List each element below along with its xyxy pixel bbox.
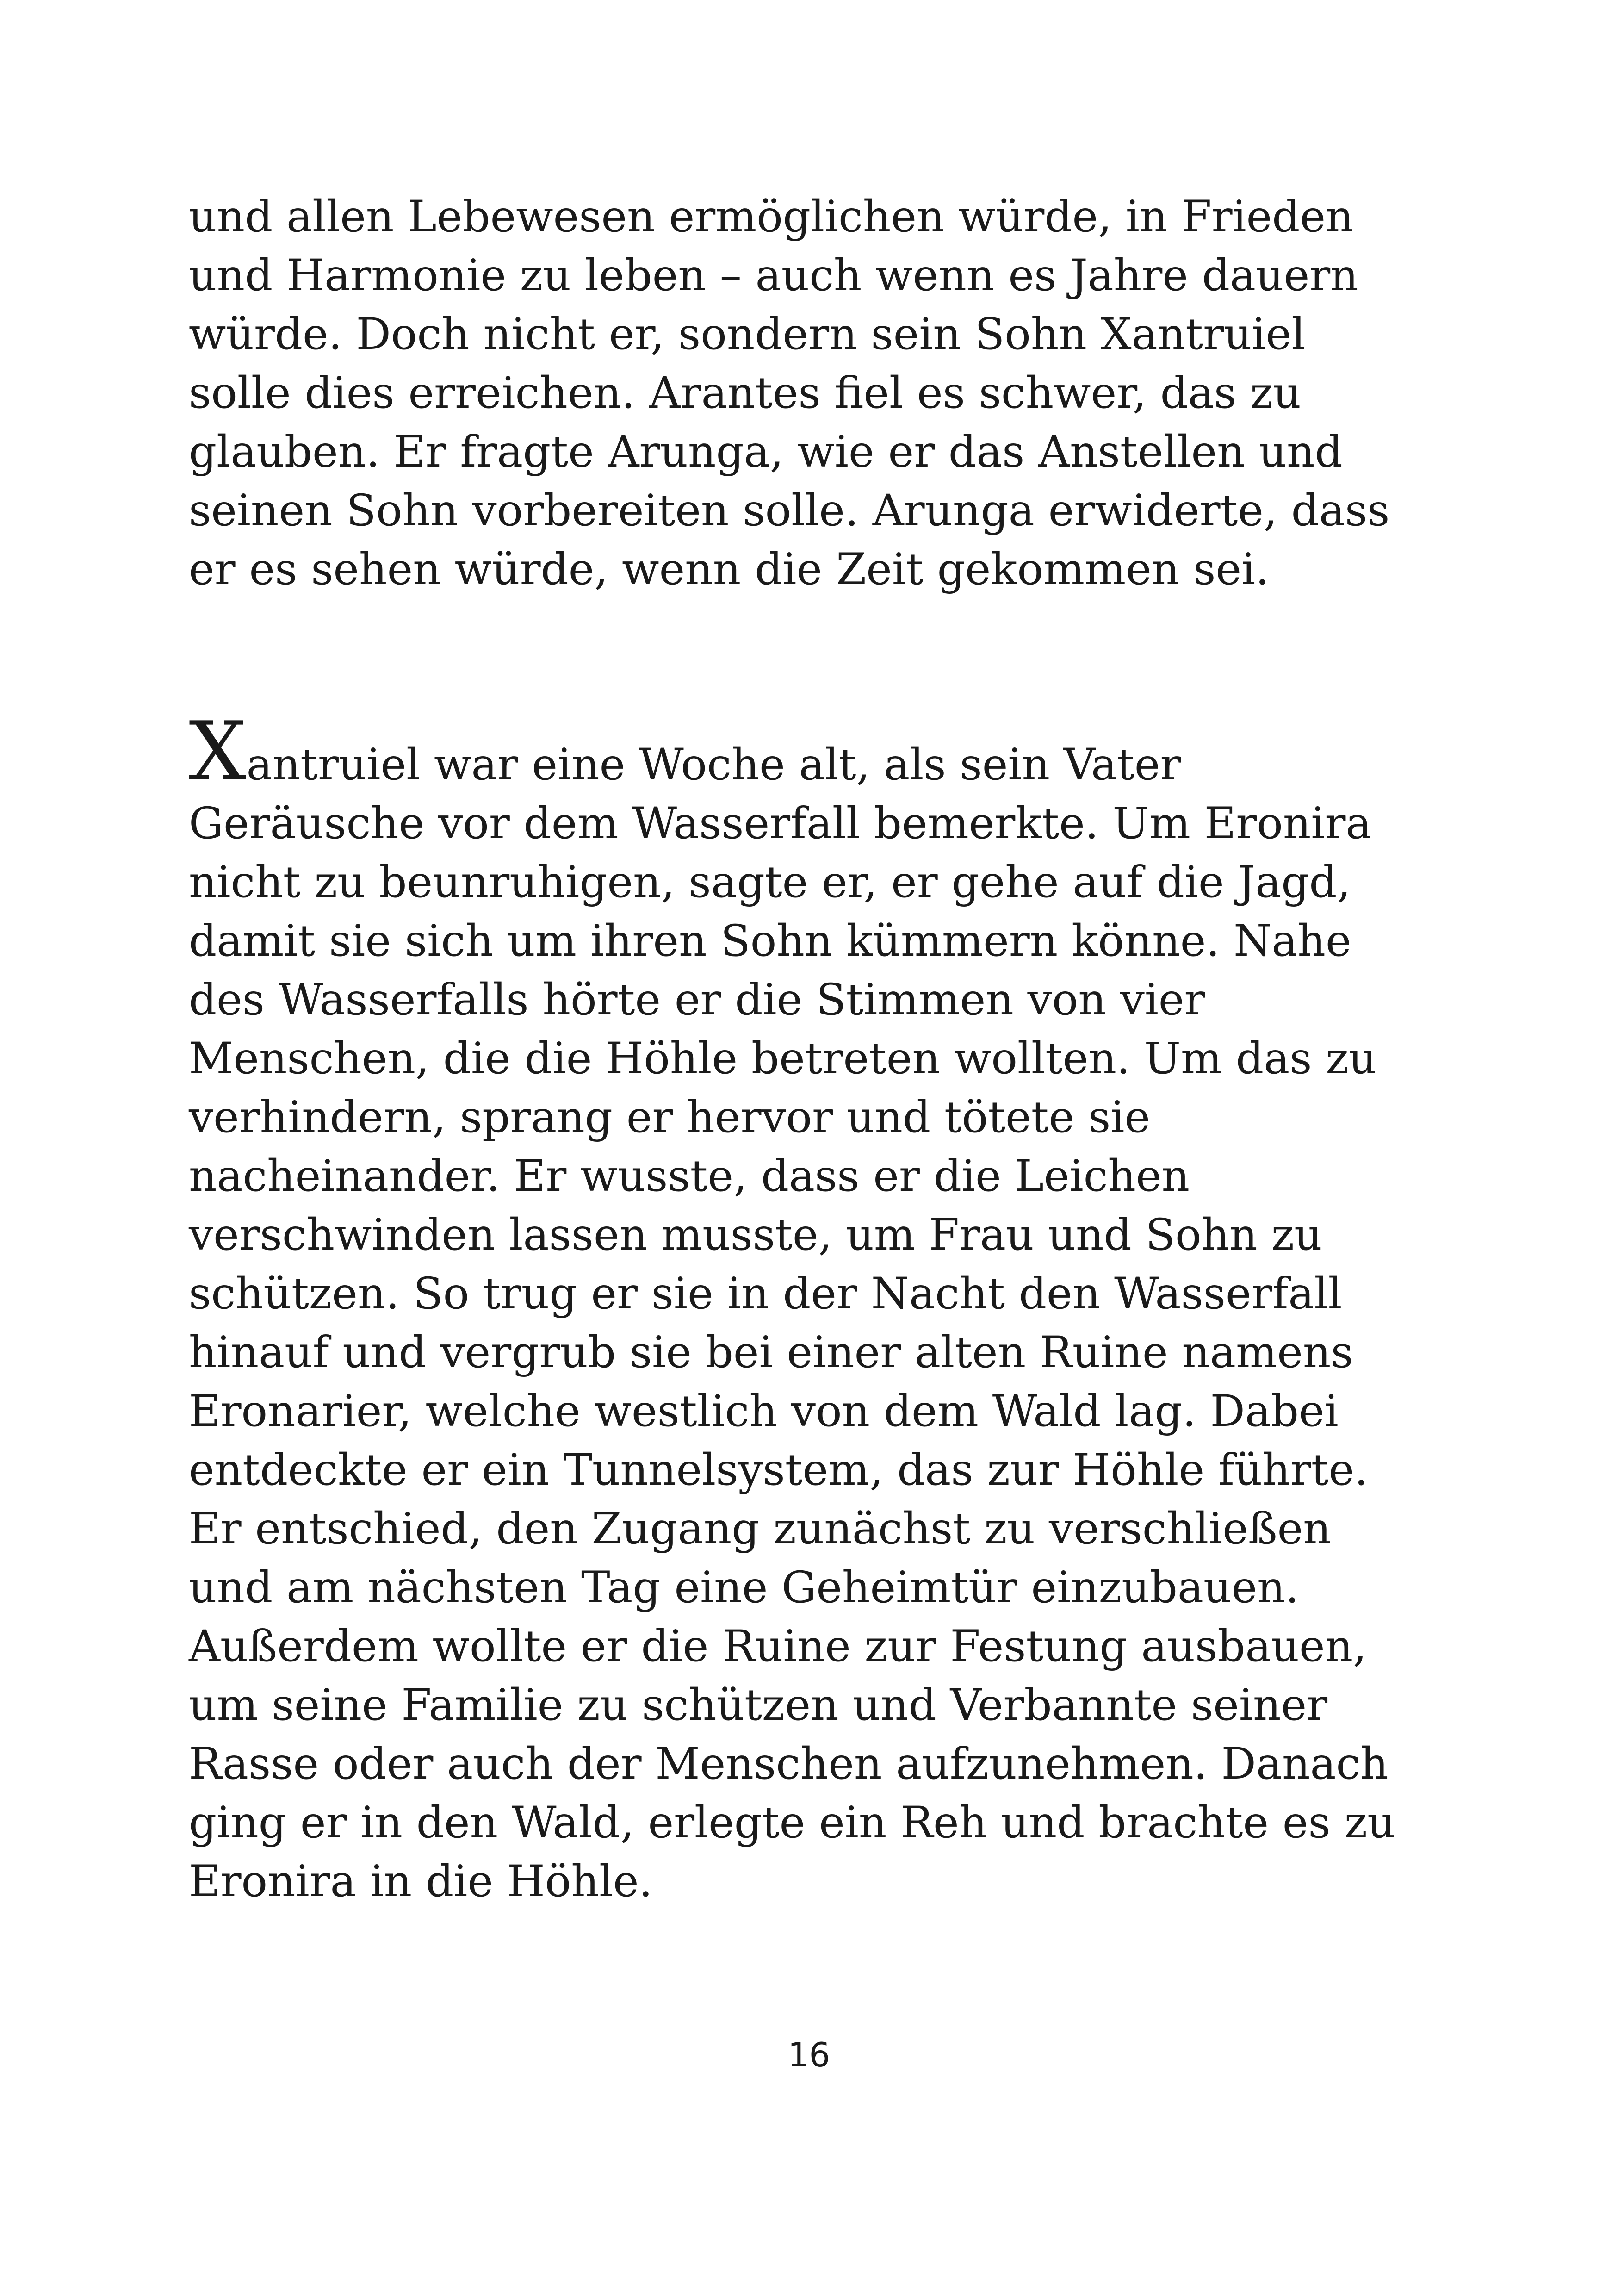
text-line: nicht zu beunruhigen, sagte er, er gehe auf die Jagd, [189,857,1351,908]
text-line: er es sehen würde, wenn die Zeit gekommen sei. [189,544,1270,595]
text-line: Er entschied, den Zugang zunächst zu verschließen [189,1504,1331,1554]
text-line: Eronira in die Höhle. [189,1856,653,1907]
text-line: und Harmonie zu leben – auch wenn es Jahre dauern [189,250,1358,301]
first-line [189,705,1457,799]
text-line: Rasse oder auch der Menschen aufzunehmen. Danach [189,1739,1389,1789]
page-number: 16 [787,2035,831,2074]
paragraph-2 [189,705,1457,1911]
text-line: damit sie sich um ihren Sohn kümmern könne. Nahe [189,916,1351,966]
text-line: würde. Doch nicht er, sondern sein Sohn Xantruiel [189,309,1306,360]
text-line: entdeckte er ein Tunnelsystem, das zur Höhle führte. [189,1445,1369,1495]
paragraph-1 [189,187,1457,599]
text-line: Menschen, die die Höhle betreten wollten. Um das zu [189,1033,1377,1084]
text-line: und allen Lebewesen ermöglichen würde, in Frieden [189,192,1354,242]
text-line: verhindern, sprang er hervor und tötete sie [189,1092,1151,1143]
text-line: glauben. Er fragte Arunga, wie er das Anstellen und [189,427,1343,477]
text-line: Geräusche vor dem Wasserfall bemerkte. Um Eronira [189,798,1372,849]
text-line: Außerdem wollte er die Ruine zur Festung ausbauen, [189,1621,1367,1672]
text-line: hinauf und vergrub sie bei einer alten Ruine namens [189,1327,1353,1378]
text-line: verschwinden lassen musste, um Frau und Sohn zu [189,1210,1322,1260]
first-line-text: antruiel war eine Woche alt, als sein Vater [246,740,1181,790]
text-line: seinen Sohn vorbereiten solle. Arunga erwiderte, dass [189,485,1390,536]
text-line: ging er in den Wald, erlegte ein Reh und brachte es zu [189,1798,1395,1848]
drop-cap: X [189,705,247,799]
text-line: und am nächsten Tag eine Geheimtür einzubauen. [189,1562,1299,1613]
text-line: um seine Familie zu schützen und Verbannte seiner [189,1680,1328,1730]
text-line: Eronarier, welche westlich von dem Wald lag. Dabei [189,1386,1339,1437]
text-line: des Wasserfalls hörte er die Stimmen von vier [189,975,1205,1025]
text-line: schützen. So trug er sie in der Nacht den Wasserfall [189,1269,1342,1319]
text-line: nacheinander. Er wusste, dass er die Leichen [189,1151,1190,1201]
text-line: solle dies erreichen. Arantes fiel es schwer, das zu [189,368,1301,418]
